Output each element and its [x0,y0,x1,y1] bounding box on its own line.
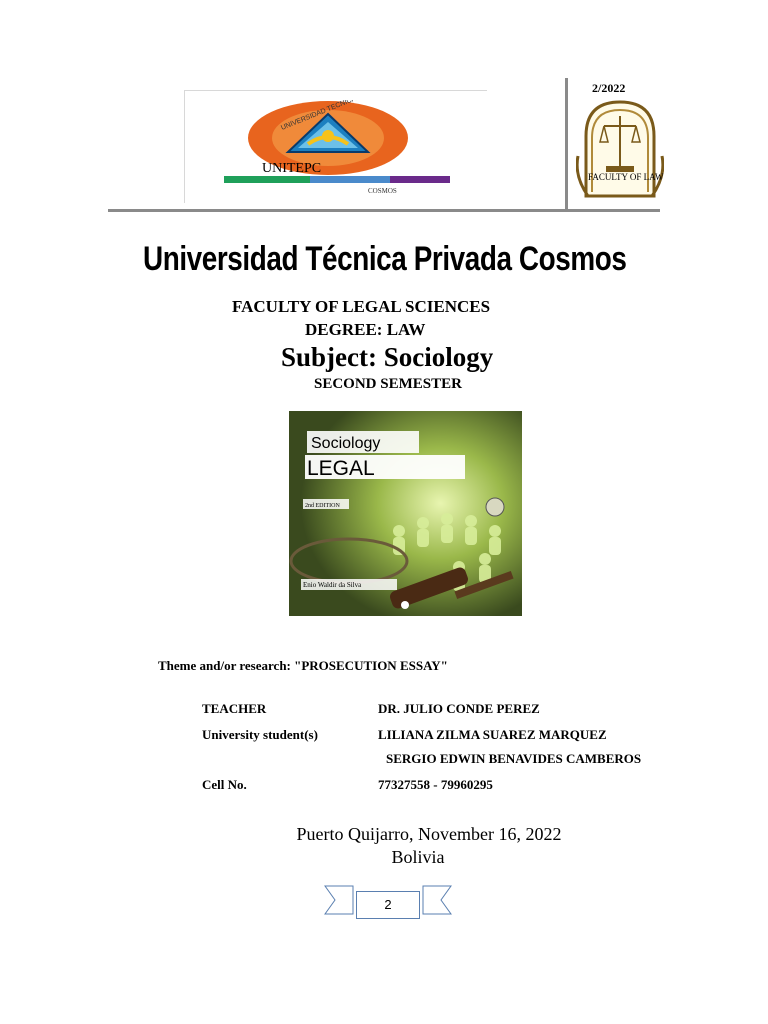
book-cover-image [289,411,522,616]
cover-line1: Sociology [311,435,381,452]
country-line [0,847,768,868]
page-number: 2 [356,891,420,919]
place-date: Puerto Quijarro, November 16, 2022 [296,824,562,844]
logo-name-text: UNITEPC [262,161,322,176]
theme-line: Theme and/or research: "PROSECUTION ESSAY" [158,658,448,673]
cell-label: Cell No. [202,777,247,792]
university-title: Universidad Técnica Privada Cosmos [142,240,627,278]
semester-heading: SECOND SEMESTER [314,376,462,392]
country: Bolivia [391,847,445,867]
cover-edition: 2nd EDITION [305,503,340,509]
header-rule [108,209,660,212]
teacher-value: DR. JULIO CONDE PEREZ [378,701,540,716]
place-date-line [0,824,768,845]
student-1: LILIANA ZILMA SUAREZ MARQUEZ [378,727,607,742]
year-label: 2/2022 [592,81,626,95]
unitepc-logo [222,100,454,200]
crest-caption: FACULTY OF LAW [588,172,664,182]
students-label: University student(s) [202,727,318,742]
cell-value: 77327558 - 79960295 [378,777,493,792]
cover-line2: LEGAL [307,457,375,480]
faculty-heading: FACULTY OF LEGAL SCIENCES [232,297,491,316]
degree-heading: DEGREE: LAW [305,320,426,339]
logo-sub-text: COSMOS [368,187,397,195]
teacher-label: TEACHER [202,701,267,716]
logo-arc-text: UNIVERSIDAD TECNICA [280,100,357,132]
subject-heading: Subject: Sociology [281,342,494,372]
faculty-crest [576,96,664,204]
header-divider [565,78,568,211]
student-2: SERGIO EDWIN BENAVIDES CAMBEROS [386,751,642,766]
cover-author: Enio Waldir da Silva [303,581,362,589]
